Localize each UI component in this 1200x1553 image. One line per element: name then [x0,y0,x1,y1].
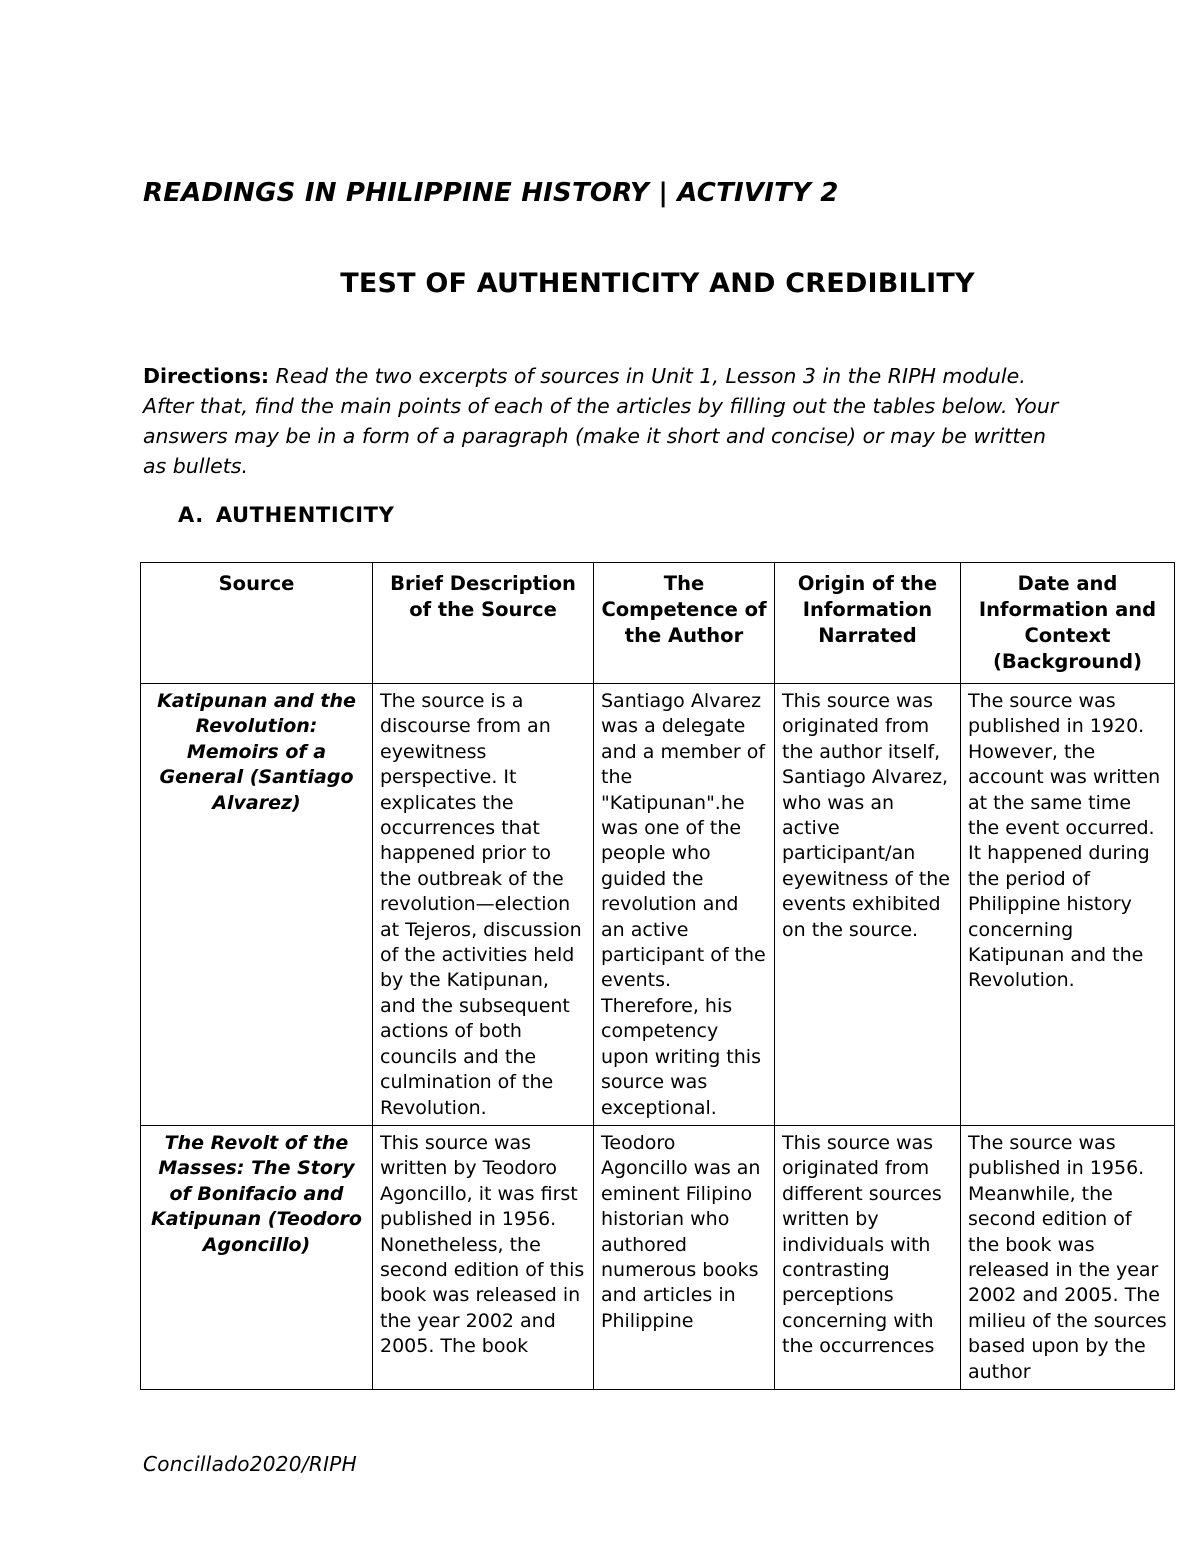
cell-source: The Revolt of the Masses: The Story of Bonifacio and Katipunan (Teodoro Agoncillo) [141,1125,373,1389]
cell-description: The source is a discourse from an eyewitness perspective. It explicates the occurrences that happened prior to the outbreak of the revolution—election at Tejeros, discussion of the activities held by the Katipunan, and the subsequent actions of both councils and the culmination of the Revolution. [373,684,594,1126]
column-header-competence: The Competence of the Author [594,563,775,684]
cell-description: This source was written by Teodoro Agoncillo, it was first published in 1956. Nonetheless, the second edition of this book was released in the year 2002 and 2005. The book [373,1125,594,1389]
page-title: READINGS IN PHILIPPINE HISTORY | ACTIVITY 2 [143,178,839,208]
table-row [141,684,1175,1126]
table-row [141,1125,1175,1389]
cell-date-context: The source was published in 1956. Meanwhile, the second edition of the book was released in the year 2002 and 2005. The milieu of the sources based upon by the author [961,1125,1175,1389]
column-header-origin: Origin of the Information Narrated [775,563,961,684]
column-header-source: Source [141,563,373,684]
section-label: AUTHENTICITY [215,503,395,527]
table-header-row [141,563,1175,684]
cell-source: Katipunan and the Revolution: Memoirs of a General (Santiago Alvarez) [141,684,373,1126]
column-header-date-context: Date and Information and Context (Background) [961,563,1175,684]
directions-text: Read the two excerpts of sources in Unit 1, Lesson 3 in the RIPH module. After that, find the main points of each of the articles by filling out the tables below. Your answers may be in a form of a paragraph (make it short and concise) or may be written as bullets. [143,363,1059,478]
authenticity-table-clip [140,562,1176,1392]
column-header-description: Brief Description of the Source [373,563,594,684]
directions-label: Directions: [143,363,270,388]
document-subtitle-wrap [140,268,1175,299]
document-subtitle: TEST OF AUTHENTICITY AND CREDIBILITY [340,268,975,299]
page-footer: Concillado2020/RIPH [143,1452,357,1476]
cell-competence: Teodoro Agoncillo was an eminent Filipino historian who authored numerous books and articles in Philippine [594,1125,775,1389]
directions-paragraph [143,361,1063,481]
cell-date-context: The source was published in 1920. However, the account was written at the same time the event occurred. It happened during the period of Philippine history concerning Katipunan and the Revolution. [961,684,1175,1126]
authenticity-table [140,562,1175,1390]
cell-competence: Santiago Alvarez was a delegate and a member of the "Katipunan".he was one of the people who guided the revolution and an active participant of the events. Therefore, his competency upon writing this source was exceptional. [594,684,775,1126]
section-heading [178,503,394,527]
cell-origin: This source was originated from the author itself, Santiago Alvarez, who was an active participant/an eyewitness of the events exhibited on the source. [775,684,961,1126]
section-letter: A. [178,503,204,527]
cell-origin: This source was originated from different sources written by individuals with contrasting perceptions concerning with the occurrences [775,1125,961,1389]
